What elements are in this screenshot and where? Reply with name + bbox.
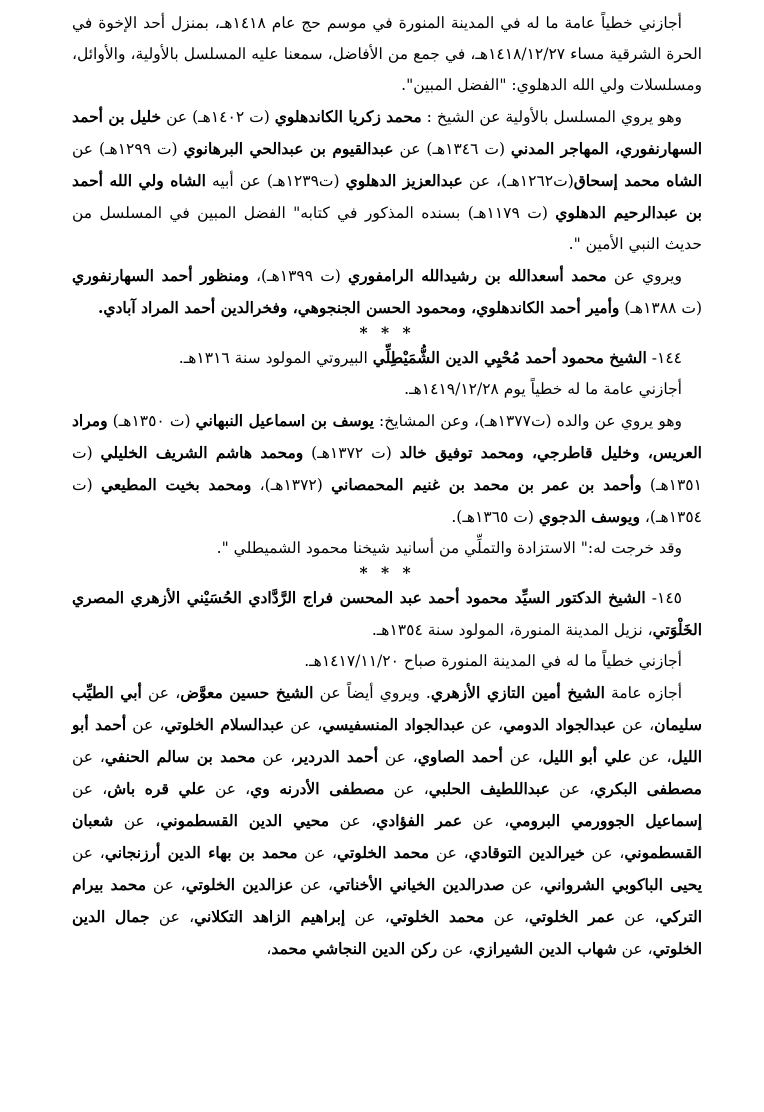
bold-name: الشيخ محمود أحمد مُحْيِي الدين الشُّمَيْطِلِّي: [372, 348, 647, 367]
bold-name: ومنظور أحمد السهارنفوري: [72, 266, 249, 285]
bold-name: عبداللطيف الحلبي: [428, 779, 550, 798]
bold-name: شعبان القسطموني: [72, 811, 702, 862]
bold-name: يحيى الباكوبي الشرواني: [544, 875, 703, 894]
paragraph: [72, 646, 702, 677]
bold-name: شهاب الدين الشيرازي: [473, 939, 617, 958]
bold-name: مصطفى الأدرنه وي: [250, 779, 385, 798]
bold-name: أحمد الدردير: [295, 747, 379, 766]
text-segment: ، عن: [146, 876, 186, 894]
text-segment: (ت ١٢٩٩هـ) عن: [72, 140, 184, 158]
text-segment: ١٤٤-: [646, 349, 682, 367]
section-separator: * * *: [359, 563, 415, 582]
text-segment: (ت ١٤٠٢هـ) عن: [161, 108, 275, 126]
text-segment: ، عن: [126, 716, 165, 734]
paragraph: [72, 374, 702, 405]
text-segment: وهو يروي المسلسل بالأولية عن الشيخ :: [421, 108, 682, 126]
text-segment: ، عن: [615, 716, 655, 734]
bold-name: الشيخ الدكتور السيِّد محمود أحمد عبد المحسن فراج الرَّدَّادي الحُسَيْني الأزهري المصري الخَلْوَتي: [72, 588, 702, 639]
text-segment: . ويروي أيضاً عن: [313, 684, 431, 702]
bold-name: يوسف بن اسماعيل النبهاني: [195, 411, 374, 430]
text-segment: (ت ١٣٥١هـ): [72, 444, 702, 494]
bold-name: وأمير أحمد الكاندهلوي، ومحمود الحسن الجنجوهي، وفخرالدين أحمد المراد آبادي.: [97, 298, 620, 317]
text-segment: ، عن: [462, 812, 510, 830]
text-segment: ، عن: [284, 716, 323, 734]
text-segment: ١٤٥-: [645, 589, 682, 607]
bold-name: ومراد العريس، وخليل قاطرجي، ومحمد توفيق خالد: [72, 411, 702, 462]
text-segment: ، عن: [72, 748, 105, 766]
text-segment: (ت١٢٦٢هـ)، عن: [462, 172, 574, 190]
bold-name: محمد الخلوتي: [389, 907, 485, 926]
text-segment: (ت١٢٣٩هـ) عن أبيه: [205, 172, 346, 190]
bold-name: محمد بن سالم الحنفي: [104, 747, 256, 766]
text-segment: ، عن: [437, 940, 474, 958]
bold-name: ومحمد بخيت المطيعي: [100, 475, 252, 494]
bold-name: عبدالجواد الدومي: [503, 715, 616, 734]
text-segment: ، عن: [502, 748, 543, 766]
bold-name: عمر الخلوتي: [528, 907, 615, 926]
text-segment: ، عن: [429, 844, 469, 862]
bold-name: صدرالدين الخياني الأخناتي: [333, 875, 505, 894]
bold-name: خليل بن أحمد السهارنفوري، المهاجر المدني: [72, 107, 703, 158]
text-segment: (ت ١٣٥٠هـ): [107, 412, 196, 430]
text-segment: ، عن: [378, 748, 418, 766]
text-segment: ، عن: [584, 844, 625, 862]
paragraph: [72, 260, 702, 324]
text-segment: ، عن: [484, 908, 529, 926]
text-segment: (١٣٧٢هـ)،: [251, 476, 332, 494]
text-segment: ، عن: [549, 780, 595, 798]
bold-name: الشيخ حسين معوَّض: [180, 683, 314, 702]
text-segment: وهو يروي عن والده (ت١٣٧٧هـ)، وعن المشايخ:: [373, 412, 682, 430]
text-segment: ، نزيل المدينة المنورة، المولود سنة ١٣٥٤هـ.: [371, 621, 653, 639]
bold-name: أبي الطيِّب سليمان: [72, 683, 703, 734]
text-segment: أجازني خطياً ما له في المدينة المنورة صباح ١٤١٧/١١/٢٠هـ.: [304, 652, 682, 670]
text-segment: ، عن: [504, 876, 545, 894]
bold-name: أحمد الصاوي: [417, 747, 503, 766]
text-segment: ، عن: [255, 748, 296, 766]
bold-name: أحمد أبو الليل: [72, 715, 703, 766]
text-segment: ويروي عن: [606, 267, 682, 285]
text-segment: (ت ١٣٨٨هـ): [619, 299, 702, 317]
bold-name: الشاه محمد إسحاق: [573, 171, 703, 190]
text-segment: ، عن: [631, 748, 672, 766]
text-segment: ، عن: [614, 908, 660, 926]
text-segment: ، عن: [205, 780, 251, 798]
paragraph: [72, 342, 702, 374]
text-segment: (ت ١٣٧٢هـ): [303, 444, 400, 462]
text-segment: ، عن: [141, 684, 181, 702]
text-segment: وقد خرجت له:" الاستزادة والتملِّي من أسانيد شيخنا محمود الشميطلي ".: [216, 539, 682, 557]
bold-name: محيي الدين القسطموني: [160, 811, 330, 830]
bold-name: ومحمد هاشم الشريف الخليلي: [100, 443, 304, 462]
bold-name: إبراهيم الزاهد التكلاني: [194, 907, 346, 926]
bold-name: محمد بن بهاء الدين أرزنجاني: [104, 843, 298, 862]
text-segment: أجازني خطياً عامة ما له في المدينة المنورة في موسم حج عام ١٤١٨هـ، بمنزل أحد الإخوة في الحرة الشرقية مساء ١٤١٨/١٢/٢٧هـ، في جمع من الأفاضل، سمعنا عليه المسلسل بالأولية، والأوائل، ومسلسلات ولي الله الدهلوي: "الفضل المبين".: [72, 14, 702, 94]
paragraph: [72, 677, 702, 965]
text-segment: (ت ١٣٤٦هـ) عن: [393, 140, 511, 158]
section-separator: * * *: [359, 323, 415, 342]
bold-name: ويوسف الدجوي: [538, 507, 640, 526]
paragraph: [72, 405, 702, 533]
bold-name: عمر الفؤادي: [376, 811, 463, 830]
bold-name: عبدالعزيز الدهلوي: [345, 171, 463, 190]
bold-name: محمد الخلوتي: [337, 843, 430, 862]
text-segment: أجازه عامة: [604, 684, 683, 702]
bold-name: الشيخ أمين التازي الأزهري: [430, 683, 605, 702]
bold-name: إسماعيل الجوورمي البرومي: [509, 811, 703, 830]
text-segment: (ت ١٣٥٤هـ)،: [72, 476, 702, 526]
text-segment: أجازني عامة ما له خطياً يوم ١٤١٩/١٢/٢٨هـ.: [404, 380, 682, 398]
text-segment: ، عن: [329, 812, 377, 830]
bold-name: الشاه ولي الله أحمد بن عبدالرحيم الدهلوي: [72, 171, 702, 222]
bold-name: محمد زكريا الكاندهلوي: [274, 107, 422, 126]
bold-name: علي قره باش: [107, 779, 206, 798]
bold-name: عزالدين الخلوتي: [185, 875, 294, 894]
paragraph: [72, 101, 702, 260]
paragraph: [72, 8, 702, 101]
bold-name: ركن الدين النجاشي محمد: [271, 939, 438, 958]
bold-name: خيرالدين التوقادي: [468, 843, 585, 862]
text-segment: (ت ١٣٩٩هـ)،: [248, 267, 348, 285]
text-segment: ، عن: [616, 940, 653, 958]
bold-name: محمد أسعدالله بن رشيدالله الرامفوري: [347, 266, 607, 285]
text-segment: ،: [266, 940, 272, 958]
paragraph: [72, 533, 702, 564]
text-segment: (ت ١٣٦٥هـ).: [451, 508, 539, 526]
text-segment: ، عن: [72, 780, 108, 798]
text-segment: ، عن: [384, 780, 429, 798]
text-segment: (ت ١١٧٩هـ) بسنده المذكور في كتابه" الفضل المبين في المسلسل من حديث النبي الأمين ".: [72, 204, 702, 253]
bold-name: عبدالجواد المنسفيسي: [322, 715, 465, 734]
bold-name: وأحمد بن عمر بن محمد بن غنيم المحمصاني: [331, 475, 642, 494]
bold-name: محمد بيرام التركي: [72, 875, 703, 926]
text-segment: البيروتي المولود سنة ١٣١٦هـ.: [178, 349, 373, 367]
text-segment: ، عن: [345, 908, 390, 926]
text-segment: ، عن: [149, 908, 195, 926]
text-segment: ، عن: [297, 844, 338, 862]
bold-name: علي أبو الليل: [542, 747, 632, 766]
text-segment: ، عن: [113, 812, 161, 830]
text-segment: ، عن: [464, 716, 504, 734]
bold-name: جمال الدين الخلوتي: [72, 907, 702, 958]
bold-name: مصطفى البكري: [594, 779, 702, 798]
text-segment: ، عن: [72, 844, 105, 862]
paragraph: [72, 582, 702, 646]
bold-name: عبدالسلام الخلوتي: [164, 715, 285, 734]
bold-name: عبدالقيوم بن عبدالحي البرهانوي: [183, 139, 394, 158]
text-segment: ، عن: [293, 876, 333, 894]
